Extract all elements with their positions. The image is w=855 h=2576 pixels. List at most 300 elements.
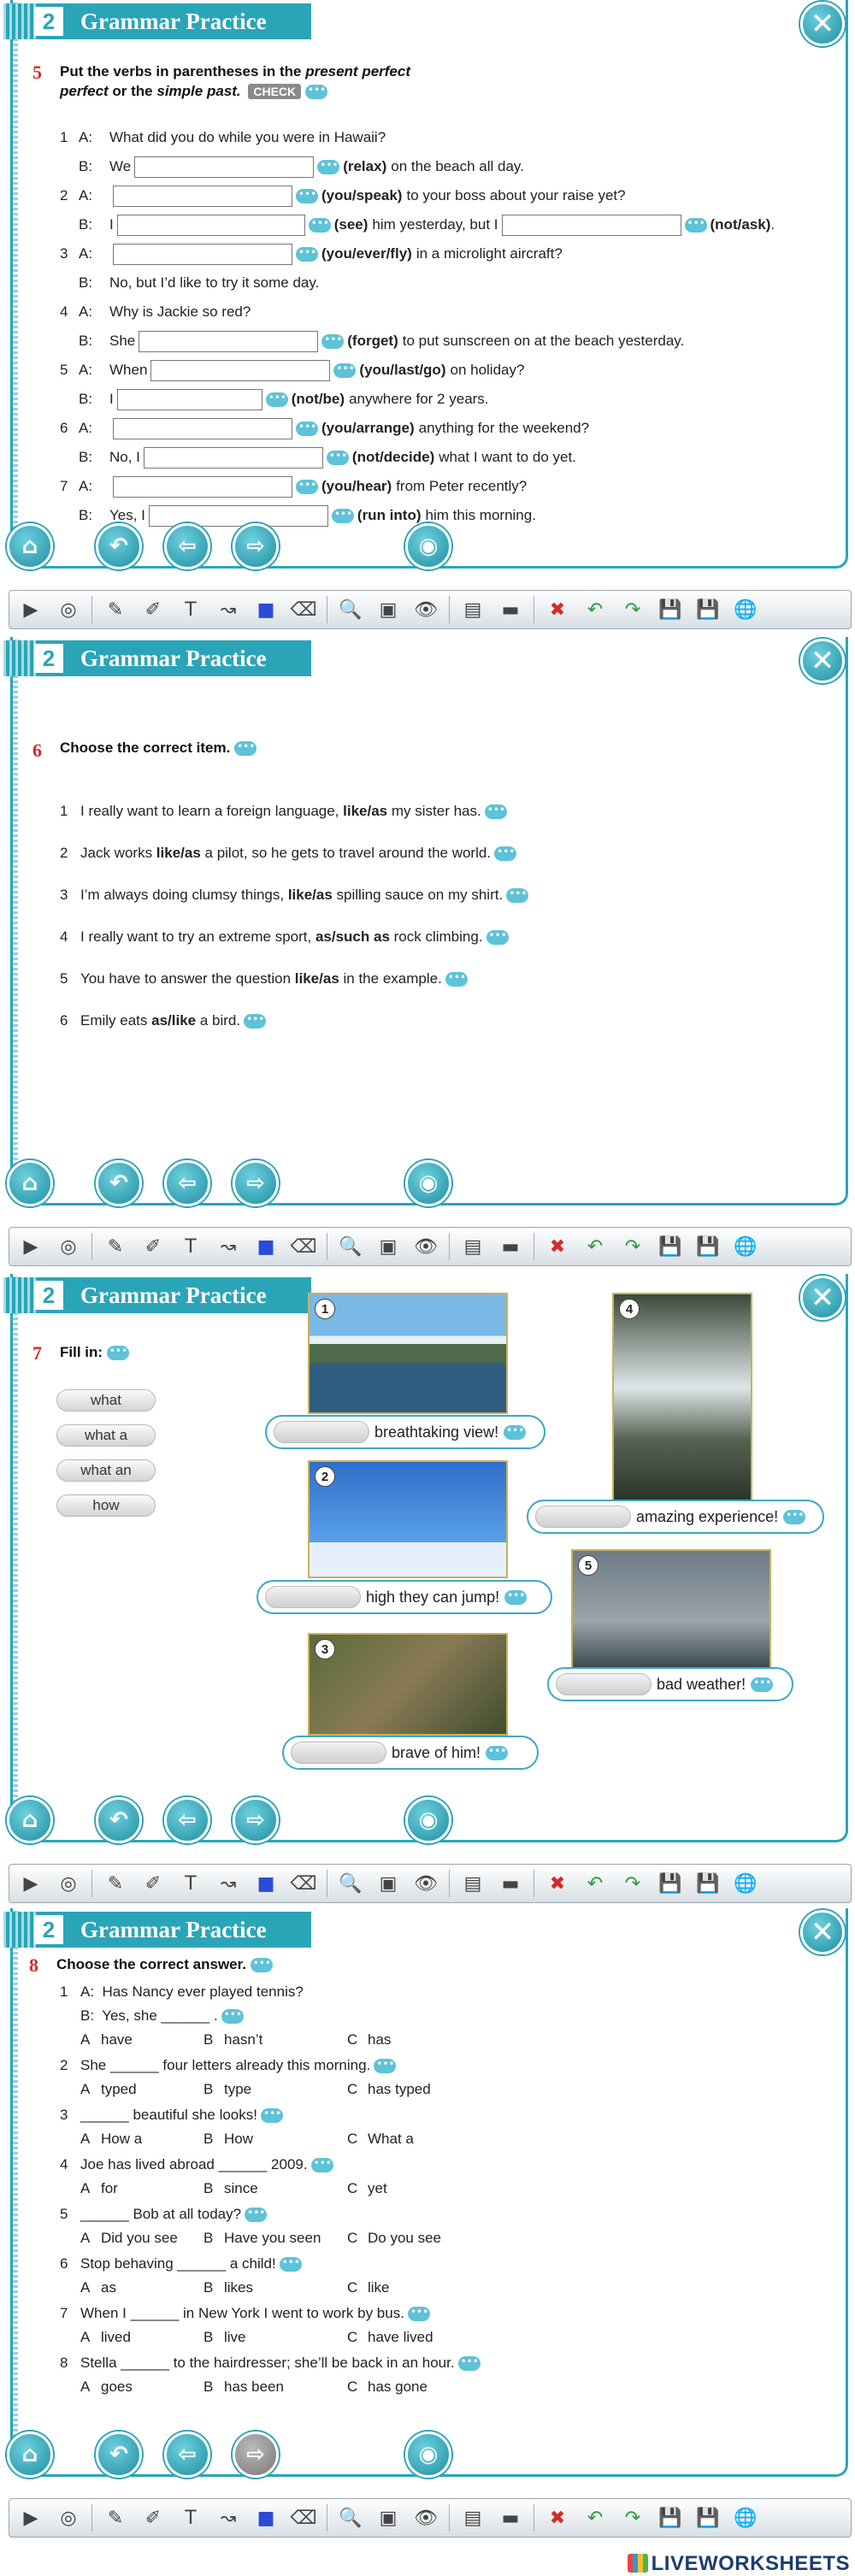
photo-number: 2 (315, 1466, 335, 1487)
option-text: What a (368, 2131, 414, 2147)
camera-icon[interactable]: ▣ (379, 1872, 398, 1895)
audio-icon[interactable] (296, 189, 318, 203)
curve-icon[interactable]: ↝ (220, 2507, 237, 2529)
shape-icon[interactable]: ■ (256, 1872, 275, 1895)
answer-input[interactable] (113, 476, 292, 498)
nav-bar (3, 2432, 852, 2474)
line-text: I (109, 391, 114, 407)
question-text: ______ beautiful she looks! (80, 2107, 257, 2123)
audio-icon[interactable] (504, 1425, 526, 1440)
shape-icon[interactable]: ■ (256, 2507, 275, 2529)
photo-number: 4 (619, 1299, 640, 1319)
page-title: Grammar Practice (80, 1282, 267, 1308)
option-text: How (224, 2131, 254, 2147)
question-number: 5 (60, 2206, 68, 2222)
question-text: Stella ______ to the hairdresser; she’ll be back in an hour. (80, 2355, 455, 2371)
option-letter: A (80, 2379, 91, 2395)
question-text: When I ______ in New York I went to work by bus. (80, 2305, 404, 2321)
save-as-icon[interactable]: 💾 (696, 1872, 720, 1895)
speaker-label: A: (79, 245, 93, 262)
note-icon[interactable]: ▤ (463, 598, 482, 621)
speaker-label: B: (79, 274, 93, 291)
instr-part: present perfect (305, 63, 411, 80)
shape-icon[interactable]: ■ (256, 1235, 275, 1258)
answer-option[interactable] (347, 2031, 391, 2048)
photo-number: 3 (315, 1639, 335, 1659)
exercise-number: 8 (29, 1954, 38, 1976)
pencil-icon[interactable]: ✎ (107, 2507, 124, 2529)
line-number: 7 (60, 478, 68, 494)
audio-icon[interactable] (486, 930, 509, 945)
caption-box (265, 1415, 545, 1449)
option-letter: A (80, 2279, 91, 2296)
save-icon[interactable]: 💾 (658, 1872, 682, 1895)
prev-icon[interactable]: ⇦ (164, 1160, 210, 1206)
delete-icon[interactable]: ✖ (549, 598, 566, 621)
back-icon[interactable]: ↶ (96, 1160, 142, 1206)
delete-icon[interactable]: ✖ (549, 2507, 566, 2529)
instr-text: Choose the correct item. (60, 740, 231, 756)
answer-slot[interactable] (274, 1421, 369, 1443)
toolbar (9, 1864, 852, 1903)
item-text: I really want to try an extreme sport, (80, 928, 315, 945)
choice-options[interactable]: as/like (151, 1012, 197, 1029)
save-icon[interactable]: 💾 (658, 1235, 682, 1258)
answer-option[interactable] (347, 2131, 414, 2148)
camera-icon[interactable]: ▣ (379, 1235, 398, 1258)
option-letter: C (347, 2180, 358, 2196)
exercise-number: 5 (32, 62, 42, 83)
option-text: likes (224, 2279, 254, 2296)
option-letter: B (203, 2279, 214, 2296)
eraser-icon[interactable]: ⌫ (290, 2507, 317, 2529)
globe-icon[interactable]: 🌐 (734, 2507, 758, 2529)
exercise-line (60, 213, 775, 237)
line-text: him this morning. (425, 507, 536, 523)
answer-option[interactable] (203, 2081, 251, 2098)
highlighter-icon[interactable]: ✐ (144, 598, 162, 621)
redo-icon[interactable]: ↷ (624, 1872, 641, 1895)
answer-option[interactable] (80, 2031, 133, 2048)
home-icon[interactable]: ⌂ (7, 1160, 53, 1206)
audio-icon[interactable] (408, 2307, 430, 2321)
line-text: him yesterday, but I (372, 216, 498, 233)
toolbar-separator (91, 596, 92, 623)
item-text: in the example. (339, 970, 442, 987)
line-text: on holiday? (450, 362, 525, 378)
audio-icon[interactable] (311, 2158, 333, 2172)
eye-icon[interactable]: 👁 (414, 1235, 438, 1258)
answer-slot[interactable] (535, 1506, 631, 1528)
caption-text: breathtaking view! (374, 1423, 499, 1441)
answer-option[interactable] (347, 2329, 433, 2346)
answer-slot[interactable] (265, 1586, 361, 1608)
toolbar-separator (91, 2504, 92, 2532)
choice-options[interactable]: as/such as (315, 928, 390, 945)
audio-icon[interactable] (309, 218, 331, 233)
answer-option[interactable] (347, 2279, 390, 2296)
next-icon: ⇨ (233, 2432, 279, 2478)
question-text: A: Has Nancy ever played tennis? (80, 1984, 304, 2000)
prev-icon[interactable]: ⇦ (164, 523, 210, 569)
save-icon[interactable]: 💾 (658, 2507, 682, 2529)
line-text: Yes, I (109, 507, 145, 523)
question-line (60, 2054, 396, 2078)
undo-icon[interactable]: ↶ (587, 1235, 604, 1258)
camera-icon[interactable]: ▣ (379, 2507, 398, 2529)
nav-bar (3, 523, 852, 566)
audio-icon[interactable] (327, 451, 349, 465)
back-icon[interactable]: ↶ (96, 523, 142, 569)
choice-options[interactable]: like/as (287, 887, 333, 903)
audio-icon[interactable] (244, 1014, 266, 1029)
option-text: hasn’t (224, 2031, 263, 2048)
pencil-icon[interactable]: ✎ (107, 1872, 124, 1895)
audio-icon[interactable] (280, 2257, 302, 2272)
undo-icon[interactable]: ↶ (587, 2507, 604, 2529)
audio-icon[interactable] (296, 247, 318, 262)
answer-option[interactable] (80, 2329, 131, 2346)
line-text: from Peter recently? (396, 478, 528, 494)
option-letter: A (80, 2131, 91, 2147)
lasso-icon[interactable]: ◎ (60, 1235, 77, 1258)
audio-icon[interactable] (374, 2059, 396, 2073)
audio-icon[interactable] (485, 805, 507, 819)
option-letter: B (203, 2230, 214, 2246)
item-number: 6 (60, 1012, 68, 1029)
line-text: in a microlight aircraft? (416, 245, 563, 262)
answer-option[interactable] (203, 2131, 253, 2148)
option-letter: B (203, 2329, 214, 2345)
choice-options[interactable]: like/as (294, 970, 339, 987)
answer-option[interactable] (203, 2379, 284, 2396)
undo-icon[interactable]: ↶ (587, 598, 604, 621)
answer-option[interactable] (203, 2230, 321, 2247)
item-text: Jack works (80, 845, 156, 861)
line-text: We (109, 158, 132, 174)
note-icon[interactable]: ▤ (463, 2507, 482, 2529)
audio-icon[interactable] (296, 480, 318, 494)
option-text: has typed (368, 2081, 431, 2097)
toolbar-separator (449, 596, 450, 623)
answer-option[interactable] (347, 2230, 441, 2247)
unit-number: 2 (34, 1915, 63, 1944)
answer-option[interactable] (347, 2081, 431, 2098)
line-text: No, I (109, 449, 140, 465)
item-number: 1 (60, 803, 68, 819)
audio-icon[interactable] (221, 2009, 244, 2024)
audio-icon[interactable] (266, 392, 288, 407)
redo-icon[interactable]: ↷ (624, 598, 641, 621)
highlighter-icon[interactable]: ✐ (144, 1235, 162, 1258)
option-letter: C (347, 2031, 358, 2048)
instructions (56, 1954, 273, 1974)
eraser-icon[interactable]: ⌫ (290, 1872, 317, 1895)
curve-icon[interactable]: ↝ (220, 1872, 237, 1895)
eye-icon[interactable]: 👁 (414, 1872, 438, 1895)
line-text: She (109, 333, 136, 349)
camera-icon[interactable]: ▣ (379, 598, 398, 621)
toolbar (9, 1227, 852, 1266)
audio-icon[interactable] (445, 972, 468, 987)
audio-player-icon[interactable]: ◉ (405, 1797, 451, 1843)
audio-icon[interactable] (506, 888, 528, 903)
audio-icon[interactable] (234, 741, 256, 756)
audio-player-icon[interactable]: ◉ (405, 2432, 451, 2478)
question-text: Joe has lived abroad ______ 2009. (80, 2156, 308, 2172)
zoom-icon[interactable]: 🔍 (339, 1872, 363, 1895)
line-text: No, but I’d like to try it some day. (109, 274, 320, 291)
option-letter: A (80, 2230, 91, 2246)
option-letter: B (203, 2131, 214, 2147)
eye-icon[interactable]: 👁 (414, 2507, 438, 2529)
exercise-line (60, 271, 319, 295)
instr-part: Put the verbs in parentheses in the (60, 63, 306, 80)
audio-icon[interactable] (245, 2208, 267, 2222)
verb-hint: (not/decide) (351, 449, 435, 465)
globe-icon[interactable]: 🌐 (734, 1235, 758, 1258)
redo-icon[interactable]: ↷ (624, 2507, 641, 2529)
text-tool-icon[interactable]: T (185, 1872, 197, 1895)
close-icon[interactable]: ✕ (800, 639, 845, 683)
word-option[interactable]: what a (56, 1424, 156, 1447)
verb-hint: (not/be) (291, 391, 345, 407)
line-text: on the beach all day. (391, 158, 524, 174)
option-text: for (101, 2180, 118, 2196)
question-text: B: Yes, she ______ . (80, 2007, 218, 2024)
answer-option[interactable] (80, 2379, 133, 2396)
option-letter: C (347, 2279, 358, 2296)
lasso-icon[interactable]: ◎ (60, 2507, 77, 2529)
choice-options[interactable]: like/as (156, 845, 201, 861)
answer-option[interactable] (80, 2131, 142, 2148)
audio-icon[interactable] (333, 363, 356, 378)
play-icon[interactable]: ▶ (23, 2507, 38, 2529)
note-icon[interactable]: ▤ (463, 1872, 482, 1895)
question-text: She ______ four letters already this morning. (80, 2057, 371, 2073)
answer-option[interactable] (80, 2180, 118, 2197)
pencil-icon[interactable]: ✎ (107, 598, 124, 621)
audio-icon[interactable] (261, 2108, 283, 2123)
audio-icon[interactable] (504, 1590, 527, 1605)
whiteboard-icon[interactable]: ▬ (501, 1235, 520, 1258)
panel-ex5 (3, 0, 852, 633)
answer-input[interactable] (150, 360, 330, 381)
zoom-icon[interactable]: 🔍 (339, 1235, 363, 1258)
line-text: anything for the weekend? (418, 420, 590, 436)
answer-option[interactable] (80, 2279, 116, 2296)
text-tool-icon[interactable]: T (185, 598, 197, 621)
exercise-line (60, 242, 563, 266)
note-icon[interactable]: ▤ (463, 1235, 482, 1258)
highlighter-icon[interactable]: ✐ (144, 2507, 162, 2529)
close-icon[interactable]: ✕ (800, 1276, 845, 1320)
audio-icon[interactable] (296, 421, 318, 436)
shape-icon[interactable]: ■ (256, 598, 275, 621)
home-icon[interactable]: ⌂ (7, 523, 53, 569)
exercise-item (60, 841, 516, 865)
prev-icon[interactable]: ⇦ (164, 2432, 210, 2478)
audio-icon[interactable] (751, 1677, 773, 1692)
speaker-label: B: (79, 449, 93, 465)
word-option[interactable]: what an (56, 1459, 156, 1482)
answer-input[interactable] (113, 186, 292, 207)
answer-option[interactable] (203, 2279, 253, 2296)
audio-player-icon[interactable]: ◉ (405, 523, 451, 569)
close-icon[interactable]: ✕ (800, 1910, 845, 1954)
word-option[interactable]: how (56, 1494, 156, 1517)
delete-icon[interactable]: ✖ (549, 1235, 566, 1258)
answer-input[interactable] (139, 331, 318, 352)
item-text: my sister has. (387, 803, 481, 819)
audio-icon[interactable] (251, 1958, 273, 1972)
text-tool-icon[interactable]: T (185, 2507, 197, 2529)
choice-options[interactable]: like/as (343, 803, 388, 819)
answer-option[interactable] (80, 2230, 178, 2247)
save-icon[interactable]: 💾 (658, 598, 682, 621)
question-number: 2 (60, 2057, 68, 2073)
zoom-icon[interactable]: 🔍 (339, 598, 363, 621)
save-as-icon[interactable]: 💾 (696, 1235, 720, 1258)
option-text: Have you seen (224, 2230, 321, 2246)
back-icon[interactable]: ↶ (96, 2432, 142, 2478)
toolbar-separator (449, 1870, 450, 1897)
whiteboard-icon[interactable]: ▬ (501, 1872, 520, 1895)
option-letter: A (80, 2329, 91, 2345)
panel-ex6 (3, 637, 852, 1270)
back-icon[interactable]: ↶ (96, 1797, 142, 1843)
toolbar (9, 2498, 852, 2538)
audio-player-icon[interactable]: ◉ (405, 1160, 451, 1206)
option-text: Do you see (368, 2230, 441, 2246)
answer-option[interactable] (203, 2180, 258, 2197)
next-icon[interactable]: ⇨ (233, 1160, 279, 1206)
answer-option[interactable] (347, 2180, 387, 2197)
curve-icon[interactable]: ↝ (220, 598, 237, 621)
delete-icon[interactable]: ✖ (549, 1872, 566, 1895)
caption-box (527, 1500, 824, 1534)
zoom-icon[interactable]: 🔍 (339, 2507, 363, 2529)
globe-icon[interactable]: 🌐 (734, 1872, 758, 1895)
word-option[interactable]: what (56, 1389, 156, 1412)
answer-input[interactable] (113, 244, 292, 265)
close-icon[interactable]: ✕ (800, 2, 845, 46)
check-button[interactable]: CHECK (248, 84, 301, 99)
answer-option[interactable] (203, 2329, 246, 2346)
play-icon[interactable]: ▶ (23, 1235, 38, 1258)
audio-icon[interactable] (685, 218, 707, 233)
whiteboard-icon[interactable]: ▬ (501, 2507, 520, 2529)
answer-input[interactable] (117, 215, 305, 236)
verb-hint: (you/speak) (321, 187, 403, 203)
brand-text: LIVEWORKSHEETS (651, 2552, 850, 2575)
home-icon[interactable]: ⌂ (7, 2432, 53, 2478)
photo-number: 5 (578, 1555, 598, 1576)
home-icon[interactable]: ⌂ (7, 1797, 53, 1843)
next-icon[interactable]: ⇨ (233, 523, 279, 569)
caption-text: amazing experience! (636, 1507, 779, 1525)
audio-icon[interactable] (783, 1510, 805, 1524)
lasso-icon[interactable]: ◎ (60, 1872, 77, 1895)
answer-option[interactable] (347, 2379, 428, 2396)
title-bar (3, 3, 311, 39)
nav-bar (3, 1160, 852, 1203)
redo-icon[interactable]: ↷ (624, 1235, 641, 1258)
caption-box (547, 1667, 793, 1701)
verb-hint: (see) (333, 216, 369, 233)
option-letter: B (203, 2180, 214, 2196)
exercise-number: 6 (32, 740, 42, 761)
audio-icon[interactable] (305, 85, 327, 99)
exercise-line (60, 358, 524, 382)
question-line (60, 1980, 304, 2004)
panel-ex7 (3, 1274, 852, 1907)
whiteboard-icon[interactable]: ▬ (501, 598, 520, 621)
eraser-icon[interactable]: ⌫ (290, 598, 317, 621)
line-number: 5 (60, 362, 68, 378)
save-as-icon[interactable]: 💾 (696, 2507, 720, 2529)
answer-slot[interactable] (291, 1742, 386, 1764)
audio-icon[interactable] (332, 509, 354, 523)
curve-icon[interactable]: ↝ (220, 1235, 237, 1258)
lasso-icon[interactable]: ◎ (60, 598, 77, 621)
option-letter: C (347, 2329, 358, 2345)
exercise-line (60, 155, 524, 179)
answer-input[interactable] (502, 215, 681, 236)
play-icon[interactable]: ▶ (23, 1872, 38, 1895)
answer-input[interactable] (113, 418, 292, 439)
photo-umbrella (571, 1549, 771, 1669)
audio-icon[interactable] (494, 846, 516, 861)
undo-icon[interactable]: ↶ (587, 1872, 604, 1895)
answer-option[interactable] (203, 2031, 262, 2048)
line-text: Why is Jackie so red? (109, 304, 251, 320)
unit-number: 2 (34, 644, 63, 673)
prev-icon[interactable]: ⇦ (164, 1797, 210, 1843)
audio-icon[interactable] (317, 160, 339, 174)
save-as-icon[interactable]: 💾 (696, 598, 720, 621)
pencil-icon[interactable]: ✎ (107, 1235, 124, 1258)
next-icon[interactable]: ⇨ (233, 1797, 279, 1843)
eye-icon[interactable]: 👁 (414, 598, 438, 621)
play-icon[interactable]: ▶ (23, 598, 38, 621)
option-letter: B (203, 2379, 214, 2395)
highlighter-icon[interactable]: ✐ (144, 1872, 162, 1895)
audio-icon[interactable] (321, 334, 344, 349)
text-tool-icon[interactable]: T (185, 1235, 197, 1258)
exercise-item (60, 799, 507, 823)
option-text: like (368, 2279, 390, 2296)
audio-icon[interactable] (458, 2356, 481, 2371)
item-text: Emily eats (80, 1012, 152, 1029)
option-letter: A (80, 2180, 91, 2196)
answer-option[interactable] (80, 2081, 137, 2098)
audio-icon[interactable] (486, 1746, 508, 1760)
title-bar (3, 1912, 311, 1948)
globe-icon[interactable]: 🌐 (734, 598, 758, 621)
question-line (60, 2351, 481, 2375)
answer-slot[interactable] (556, 1673, 652, 1695)
line-number: 1 (60, 129, 68, 145)
question-number: 1 (60, 1984, 68, 2000)
answer-input[interactable] (117, 389, 262, 410)
answer-input[interactable] (134, 156, 314, 178)
audio-icon[interactable] (107, 1346, 129, 1360)
answer-input[interactable] (144, 447, 323, 469)
liveworksheets-icon (628, 2554, 648, 2573)
eraser-icon[interactable]: ⌫ (290, 1235, 317, 1258)
item-text: spilling sauce on my shirt. (332, 887, 504, 903)
